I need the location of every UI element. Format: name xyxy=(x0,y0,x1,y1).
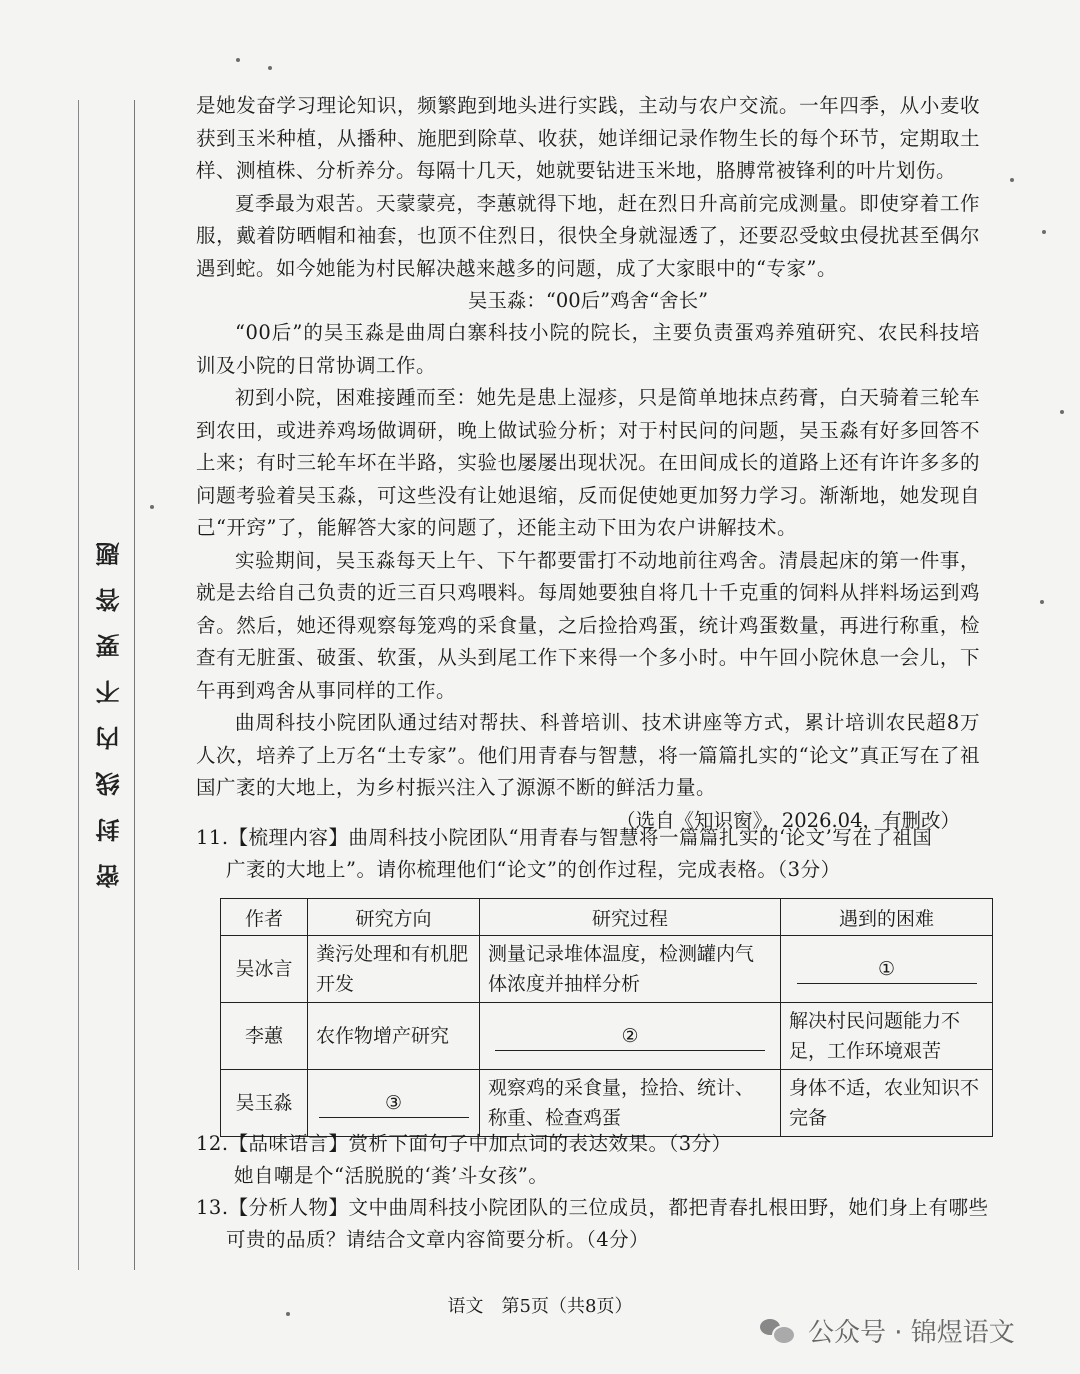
passage-paragraph: 是她发奋学习理论知识，频繁跑到地头进行实践，主动与农户交流。一年四季，从小麦收获到玉米种植，从播种、施肥到除草、收获，她详细记录作物生长的每个环节，定期取土样、测植株、分析养分。每隔十几天，她就要钻进玉米地，胳膊常被锋利的叶片划伤。 xyxy=(196,94,980,182)
question-12-line: 12.【品味语言】赏析下面句子中加点词的表达效果。（3分） xyxy=(196,1132,732,1155)
question-13-line: 13.【分析人物】文中曲周科技小院团队的三位成员，都把青春扎根田野，她们身上有哪些 xyxy=(196,1196,989,1219)
watermark-text: 公众号 · 锦煜语文 xyxy=(808,1317,1015,1348)
table-row xyxy=(221,1003,993,1070)
page-footer: 语文 第5页（共8页） xyxy=(447,1296,633,1317)
wechat-icon xyxy=(760,1317,794,1343)
table-cell-difficulty: 身体不适，农业知识不完备 xyxy=(781,1070,993,1137)
seal-line-inner xyxy=(134,100,135,1270)
table-header: 遇到的困难 xyxy=(781,899,993,936)
question-13 xyxy=(196,1192,989,1256)
table-cell-direction: 农作物增产研究 xyxy=(308,1003,480,1070)
answer-blank-3[interactable]: ③ xyxy=(319,1089,469,1118)
passage-paragraph: 实验期间，吴玉淼每天上午、下午都要雷打不动地前往鸡舍。清晨起床的第一件事，就是去给自己负责的近三百只鸡喂料。每周她要独自将几十千克重的饲料从拌料场运到鸡舍。然后，她还得观察每笼鸡的采食量，之后捡拾鸡蛋，统计鸡蛋数量，再进行称重，检查有无脏蛋、破蛋、软蛋，从头到尾工作下来得一个多小时。中午回小院休息一会儿，下午再到鸡舍从事同样的工作。 xyxy=(196,548,980,702)
question-11-line: 广袤的大地上”。请你梳理他们“论文”的创作过程，完成表格。（3分） xyxy=(226,858,841,881)
answer-blank-2[interactable]: ② xyxy=(495,1022,765,1051)
table-row xyxy=(221,1070,993,1137)
table-cell-author: 吴玉淼 xyxy=(221,1070,308,1137)
question-12 xyxy=(196,1128,732,1192)
table-cell-author: 吴冰言 xyxy=(221,936,308,1003)
table-row xyxy=(221,936,993,1003)
table-cell-process: 观察鸡的采食量，捡拾、统计、称重、检查鸡蛋 xyxy=(480,1070,781,1137)
question-11-line: 11.【梳理内容】曲周科技小院团队“用青春与智慧将一篇篇扎实的‘论文’写在了祖国 xyxy=(196,826,933,849)
answer-table xyxy=(220,898,993,1137)
passage-paragraph: “00后”的吴玉淼是曲周白寨科技小院的院长，主要负责蛋鸡养殖研究、农民科技培训及小院的日常协调工作。 xyxy=(196,321,980,377)
table-header: 研究过程 xyxy=(480,899,781,936)
table-header: 研究方向 xyxy=(308,899,480,936)
passage-paragraph: 夏季最为艰苦。天蒙蒙亮，李蕙就得下地，赶在烈日升高前完成测量。即使穿着工作服，戴着防晒帽和袖套，也顶不住烈日，很快全身就湿透了，还要忍受蚊虫侵扰甚至偶尔遇到蛇。如今她能为村民解决越来越多的问题，成了大家眼中的“专家”。 xyxy=(196,191,980,280)
table-cell-difficulty: 解决村民问题能力不足，工作环境艰苦 xyxy=(781,1003,993,1070)
passage-paragraph: 初到小院，困难接踵而至：她先是患上湿疹，只是简单地抹点药膏，白天骑着三轮车到农田，或进养鸡场做调研，晚上做试验分析；对于村民问的问题，吴玉淼有好多回答不上来；有时三轮车坏在半路，实验也屡屡出现状况。在田间成长的道路上还有许许多多的问题考验着吴玉淼，可这些没有让她退缩，反而促使她更加努力学习。渐渐地，她发现自己“开窍”了，能解答大家的问题了，还能主动下田为农户讲解技术。 xyxy=(196,386,980,539)
table-cell-author: 李蕙 xyxy=(221,1003,308,1070)
question-13-line: 可贵的品质？请结合文章内容简要分析。（4分） xyxy=(226,1228,650,1251)
table-header: 作者 xyxy=(221,899,308,936)
source-citation: （选自《知识窗》，2026.04，有删改） xyxy=(616,808,960,832)
answer-blank-1[interactable]: ① xyxy=(797,955,977,984)
passage xyxy=(196,90,980,837)
question-12-sentence: 她自嘲是个“活脱脱的‘粪’斗女孩”。 xyxy=(234,1164,549,1187)
watermark xyxy=(760,1310,1015,1350)
question-11 xyxy=(196,822,932,886)
table-cell-direction: 粪污处理和有机肥开发 xyxy=(308,936,480,1003)
table-cell-process: 测量记录堆体温度，检测罐内气体浓度并抽样分析 xyxy=(480,936,781,1003)
table-header-row xyxy=(221,899,993,936)
seal-line-outer xyxy=(78,100,79,1270)
passage-paragraph: 曲周科技小院团队通过结对帮扶、科普培训、技术讲座等方式，累计培训农民超8万人次，培养了上万名“土专家”。他们用青春与智慧，将一篇篇扎实的“论文”真正写在了祖国广袤的大地上，为乡村振兴注入了源源不断的鲜活力量。 xyxy=(196,711,980,799)
seal-warning-text: 密封线内不要答题 xyxy=(95,520,124,888)
section-heading: 吴玉淼：“00后”鸡舍“舍长” xyxy=(467,289,709,312)
